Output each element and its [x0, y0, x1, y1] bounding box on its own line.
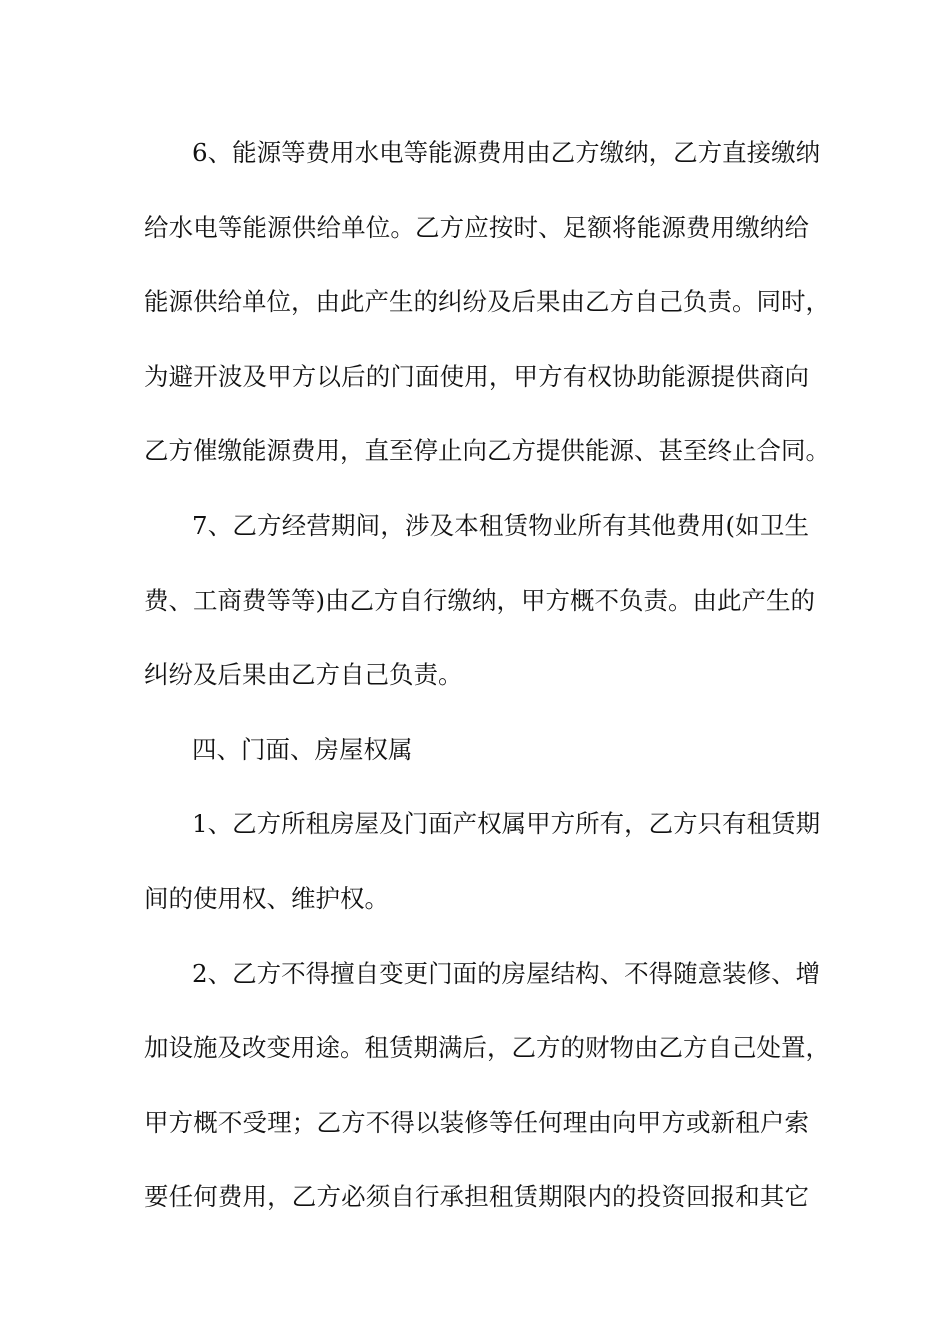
section-heading: 四、门面、房屋权属 [192, 734, 413, 764]
text-line: 间的使用权、维护权。 [144, 883, 389, 913]
text-line: 纠纷及后果由乙方自己负责。 [144, 660, 463, 690]
text-line: 能源供给单位，由此产生的纠纷及后果由乙方自己负责。同时， [144, 287, 830, 317]
text-line: 2、乙方不得擅自变更门面的房屋结构、不得随意装修、增 [192, 958, 821, 988]
document-body [144, 126, 830, 1245]
text-line: 7、乙方经营期间，涉及本租赁物业所有其他费用(如卫生 [192, 510, 809, 540]
text-line: 要任何费用，乙方必须自行承担租赁期限内的投资回报和其它 [144, 1182, 809, 1212]
text-line: 费、工商费等等)由乙方自行缴纳，甲方概不负责。由此产生的 [144, 585, 816, 615]
text-line: 甲方概不受理；乙方不得以装修等任何理由向甲方或新租户索 [144, 1107, 809, 1137]
text-line: 1、乙方所租房屋及门面产权属甲方所有，乙方只有租赁期 [192, 809, 821, 839]
text-line: 加设施及改变用途。租赁期满后，乙方的财物由乙方自己处置， [144, 1033, 830, 1063]
text-line: 乙方催缴能源费用，直至停止向乙方提供能源、甚至终止合同。 [144, 436, 830, 466]
text-line: 为避开波及甲方以后的门面使用，甲方有权协助能源提供商向 [144, 361, 809, 391]
text-line: 给水电等能源供给单位。乙方应按时、足额将能源费用缴纳给 [144, 212, 809, 242]
text-line: 6、能源等费用水电等能源费用由乙方缴纳，乙方直接缴纳 [192, 138, 821, 167]
